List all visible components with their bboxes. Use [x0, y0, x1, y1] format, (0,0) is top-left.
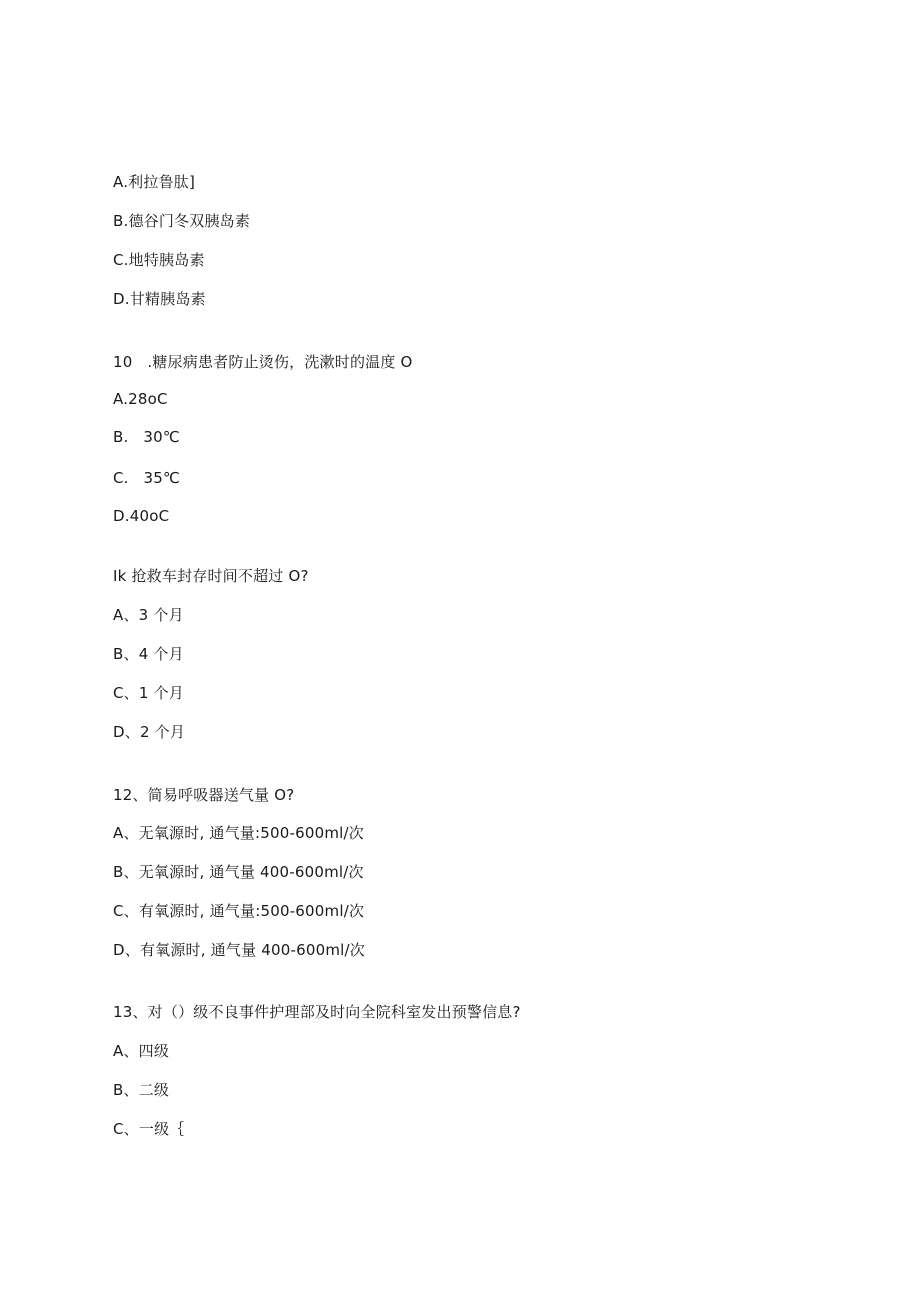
- q11-option-d: D、2 个月: [113, 723, 186, 741]
- q12-question: 12、简易呼吸器送气量 O?: [113, 786, 295, 804]
- q13-option-b: B、二级: [113, 1081, 170, 1099]
- q13-option-a: A、四级: [113, 1042, 170, 1060]
- q9-option-c: C.地特胰岛素: [113, 251, 205, 269]
- q10-option-c: C. 35℃: [113, 469, 181, 487]
- q11-option-a: A、3 个月: [113, 606, 184, 624]
- q11-option-c: C、1 个月: [113, 684, 184, 702]
- q9-option-b: B.德谷门冬双胰岛素: [113, 212, 251, 230]
- q12-option-d: D、有氧源时, 通气量 400-600ml/次: [113, 941, 365, 959]
- q12-option-a: A、无氧源时, 通气量:500-600ml/次: [113, 824, 364, 842]
- q10-option-a: A.28oC: [113, 390, 168, 408]
- q11-option-b: B、4 个月: [113, 645, 184, 663]
- q10-option-b: B. 30℃: [113, 428, 180, 446]
- q10-question: 10 .糖尿病患者防止烫伤，洗漱时的温度 O: [113, 353, 413, 371]
- q12-option-b: B、无氧源时, 通气量 400-600ml/次: [113, 863, 364, 881]
- q9-option-d: D.甘精胰岛素: [113, 290, 206, 308]
- q10-option-d: D.40oC: [113, 507, 170, 525]
- q9-option-a: A.利拉鲁肽]: [113, 173, 196, 191]
- q12-option-c: C、有氧源时, 通气量:500-600ml/次: [113, 902, 365, 920]
- q13-option-c: C、一级｛: [113, 1120, 185, 1138]
- q13-question: 13、对（）级不良事件护理部及时向全院科室发出预警信息?: [113, 1003, 521, 1021]
- q11-question: Ik 抢救车封存时间不超过 O?: [113, 567, 309, 585]
